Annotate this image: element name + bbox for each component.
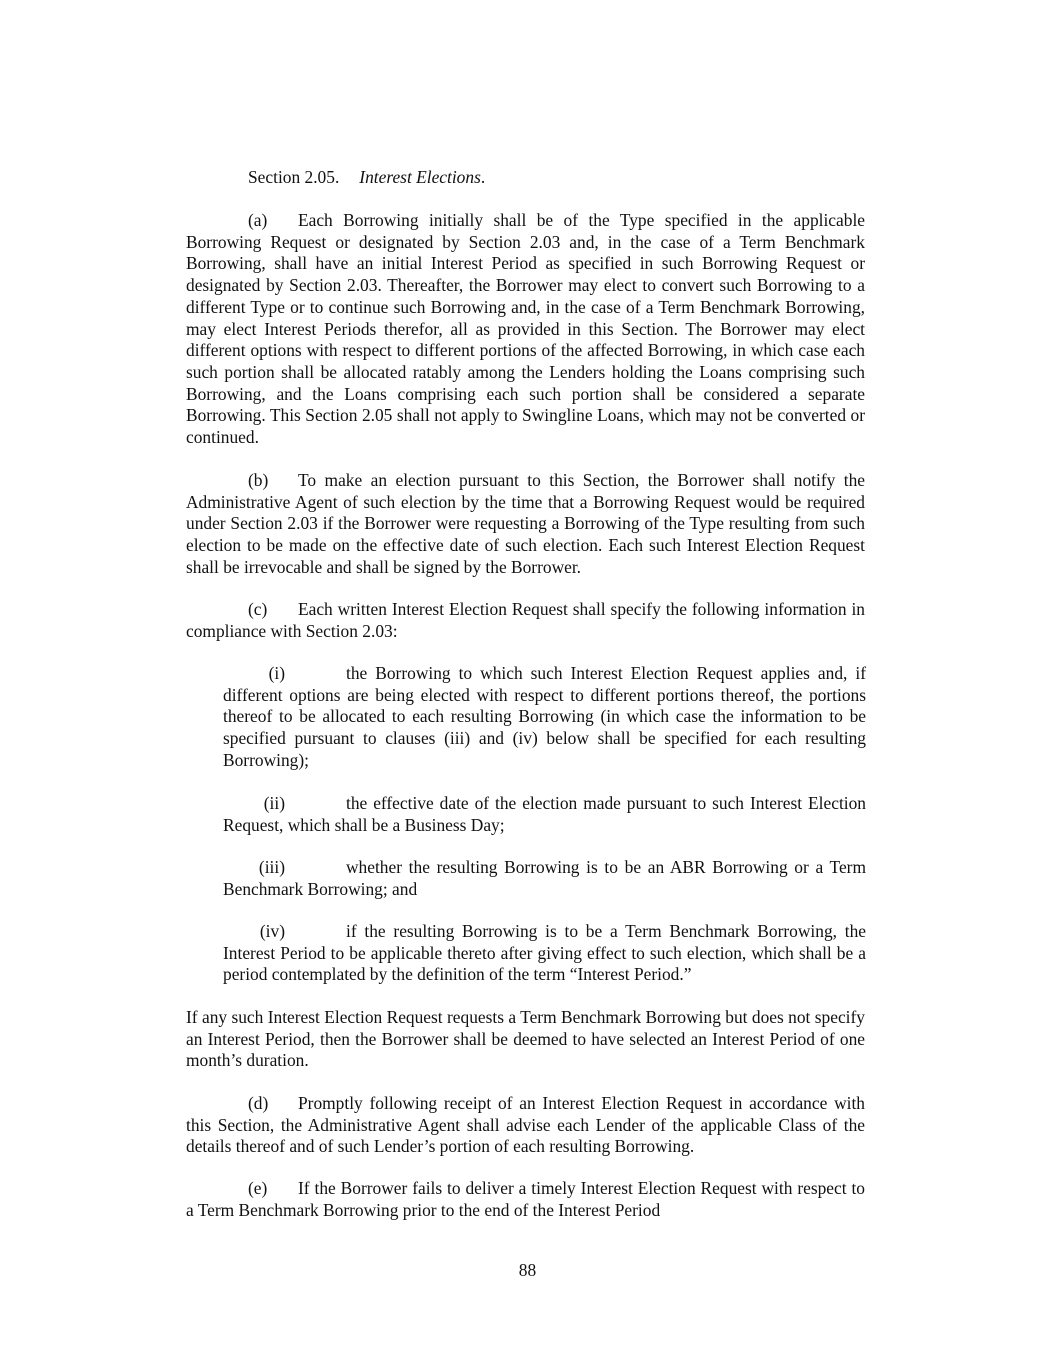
paragraph-c-text: Each written Interest Election Request shall specify the following information in compliance with Section 2.03: xyxy=(186,599,865,641)
paragraph-e xyxy=(186,1178,865,1221)
paragraph-d-label: (d) xyxy=(248,1093,269,1113)
paragraph-a-label: (a) xyxy=(248,210,268,230)
paragraph-e-text: If the Borrower fails to deliver a timely Interest Election Request with respect to a Term Benchmark Borrowing prior to the end of the Interest Period xyxy=(186,1178,865,1220)
paragraph-b xyxy=(186,470,865,579)
paragraph-c-label: (c) xyxy=(248,599,268,619)
paragraph-b-text: To make an election pursuant to this Section, the Borrower shall notify the Administrative Agent of such election by the time that a Borrowing Request would be required under Section 2.03 if the Borrower were requesting a Borrowing of the Type resulting from such election to be made on the effective date of such election. Each such Interest Election Request shall be irrevocable and shall be signed by the Borrower. xyxy=(186,470,865,577)
clause-i-text: the Borrowing to which such Interest Election Request applies and, if different options are being elected with respect to different portions thereof, the portions thereof to be allocated to each resulting Borrowing (in which case the information to be specified pursuant to clauses (iii) and (iv) below shall be specified for each resulting Borrowing); xyxy=(223,663,866,770)
clause-iv-label: (iv) xyxy=(259,921,285,941)
clause-ii-text: the effective date of the election made pursuant to such Interest Election Request, which shall be a Business Day; xyxy=(223,793,866,835)
paragraph-a xyxy=(186,210,865,449)
paragraph-c-tail xyxy=(186,1007,865,1072)
section-title-period: . xyxy=(480,167,486,187)
paragraph-a-text: Each Borrowing initially shall be of the Type specified in the applicable Borrowing Request or designated by Section 2.03 and, in the case of a Term Benchmark Borrowing, shall have an initial Interest Period as specified in such Borrowing Request or designated by Section 2.03. Thereafter, the Borrower may elect to convert such Borrowing to a different Type or to continue such Borrowing and, in the case of a Term Benchmark Borrowing, may elect Interest Periods therefor, all as provided in this Section. The Borrower may elect different options with respect to different portions of the affected Borrowing, in which case each such portion shall be allocated ratably among the Lenders holding the Loans comprising such Borrowing, and the Loans comprising each such portion shall be considered a separate Borrowing. This Section 2.05 shall not apply to Swingline Loans, which may not be converted or continued. xyxy=(186,210,865,448)
section-title: Interest Elections xyxy=(359,167,481,187)
clause-i-label: (i) xyxy=(268,663,285,683)
clause-ii xyxy=(223,793,866,836)
clause-iii-text: whether the resulting Borrowing is to be an ABR Borrowing or a Term Benchmark Borrowing; and xyxy=(223,857,866,899)
clause-iv-text: if the resulting Borrowing is to be a Term Benchmark Borrowing, the Interest Period to be applicable thereto after giving effect to such election, which shall be a period contemplated by the definition of the term “Interest Period.” xyxy=(223,921,866,985)
paragraph-b-label: (b) xyxy=(248,470,269,490)
paragraph-d-text: Promptly following receipt of an Interest Election Request in accordance with this Section, the Administrative Agent shall advise each Lender of the applicable Class of the details thereof and of such Lender’s portion of each resulting Borrowing. xyxy=(186,1093,865,1157)
paragraph-c xyxy=(186,599,865,642)
section-heading xyxy=(248,167,485,189)
clause-ii-label: (ii) xyxy=(263,793,285,813)
paragraph-e-label: (e) xyxy=(248,1178,268,1198)
clause-iii xyxy=(223,857,866,900)
clause-i xyxy=(223,663,866,772)
clause-iv xyxy=(223,921,866,986)
paragraph-d xyxy=(186,1093,865,1158)
section-number: Section 2.05. xyxy=(248,167,340,187)
paragraph-c-tail-text: If any such Interest Election Request requests a Term Benchmark Borrowing but does not specify an Interest Period, then the Borrower shall be deemed to have selected an Interest Period of one month’s duration. xyxy=(186,1007,865,1071)
page-number: 88 xyxy=(518,1260,537,1280)
clause-iii-label: (iii) xyxy=(258,857,285,877)
